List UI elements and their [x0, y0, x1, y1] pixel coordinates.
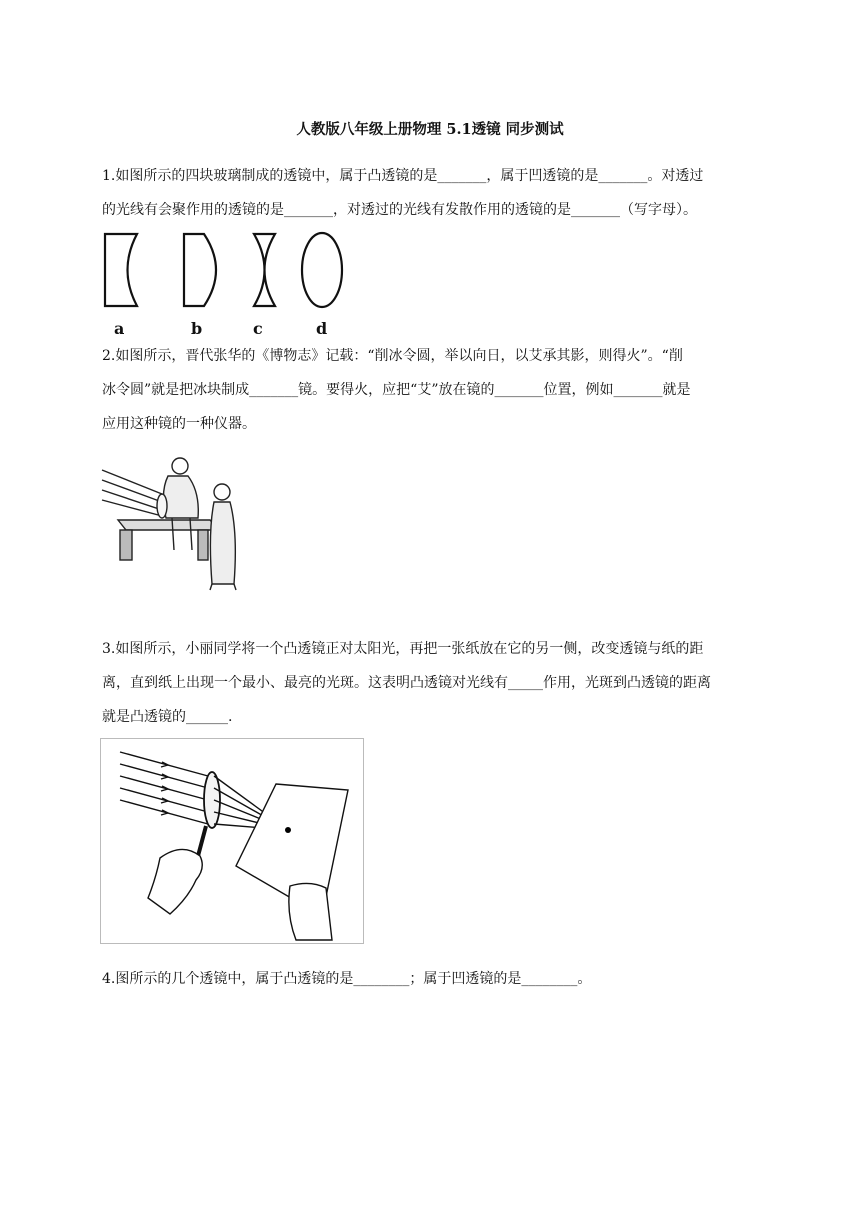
question-1-line-2: 的光线有会聚作用的透镜的是_______，对透过的光线有发散作用的透镜的是_______（写字母）。	[102, 202, 697, 218]
question-2-line-3: 应用这种镜的一种仪器。	[102, 416, 256, 432]
question-4-line-1: 4.图所示的几个透镜中，属于凸透镜的是________；属于凹透镜的是________。	[102, 971, 592, 987]
lens-label-c: c	[253, 319, 263, 338]
question-1-line-1: 1.如图所示的四块玻璃制成的透镜中，属于凸透镜的是_______，属于凹透镜的是_______。对透过	[102, 168, 704, 184]
convex-lens-focus-illustration	[100, 738, 364, 944]
lens-label-a: a	[114, 319, 125, 338]
lens-c	[254, 234, 275, 306]
question-1	[102, 159, 762, 227]
lens-label-d: d	[316, 319, 328, 338]
question-3-line-1: 3.如图所示，小丽同学将一个凸透镜正对太阳光，再把一张纸放在它的另一侧，改变透镜与纸的距	[102, 641, 704, 657]
focus-spot	[285, 827, 291, 833]
question-2	[102, 339, 762, 441]
question-3	[102, 632, 762, 734]
question-3-line-3: 就是凸透镜的______.	[102, 709, 233, 725]
lens-figure	[100, 230, 350, 338]
question-3-line-2: 离，直到纸上出现一个最小、最亮的光斑。这表明凸透镜对光线有_____作用，光斑到凸透镜的距离	[102, 675, 711, 691]
lens-b	[184, 234, 216, 306]
lens-a	[105, 234, 137, 306]
ancient-ice-lens-illustration	[100, 452, 255, 592]
question-2-line-2: 冰令圆”就是把冰块制成_______镜。要得火，应把“艾”放在镜的_______位置，例如_______就是	[102, 382, 691, 398]
lens-d	[302, 233, 342, 307]
question-2-line-1: 2.如图所示，晋代张华的《博物志》记载：“削冰令圆，举以向日，以艾承其影，则得火”。“削	[102, 348, 683, 364]
question-4	[102, 962, 762, 996]
page-title: 人教版八年级上册物理 5.1透镜 同步测试	[296, 121, 564, 138]
lens-label-b: b	[191, 319, 203, 338]
